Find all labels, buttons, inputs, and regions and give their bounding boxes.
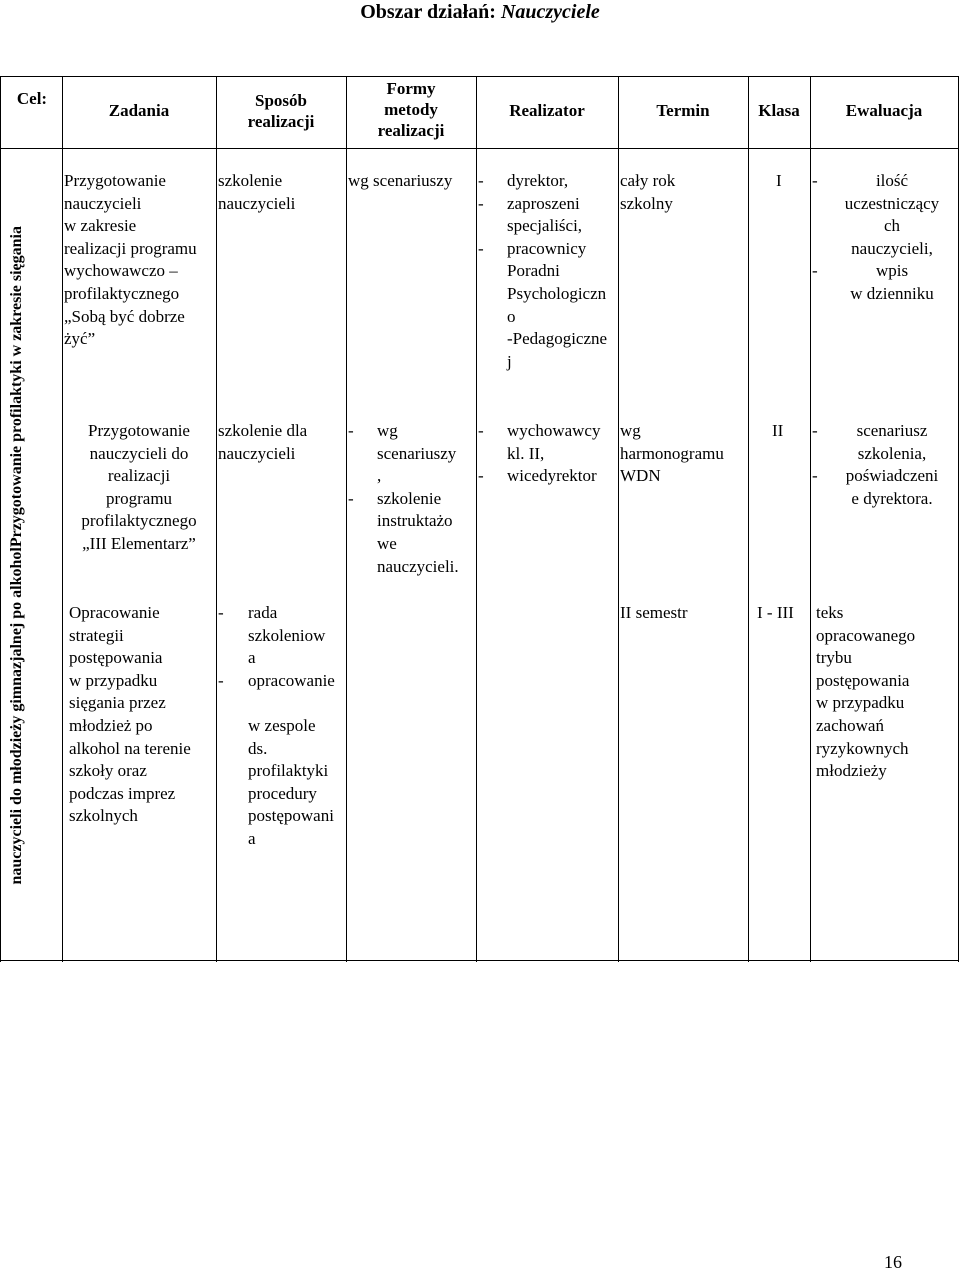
row3-klasa: I - III xyxy=(757,603,794,622)
row1-sposob xyxy=(218,170,295,215)
grid-line xyxy=(0,960,959,961)
text-line: żyć” xyxy=(64,329,96,349)
text-line: sięgania przez xyxy=(69,693,166,713)
header-formy-line: Formy xyxy=(386,79,436,98)
text-line: szkolenie xyxy=(377,488,442,508)
text-line: realizacji xyxy=(107,466,171,486)
grid-line xyxy=(216,76,217,962)
text-line: scenariuszy xyxy=(377,443,457,463)
header-zadania: Zadania xyxy=(108,101,170,120)
text-line: Psychologiczn xyxy=(507,283,607,303)
text-line: wg xyxy=(377,421,398,440)
text-line: w przypadku xyxy=(816,693,905,713)
cel-vertical-text xyxy=(2,150,32,960)
header-realizator: Realizator xyxy=(509,101,585,120)
text-line: e dyrektora. xyxy=(851,488,933,508)
row2-realizator xyxy=(507,420,600,488)
text-line: szkolenie dla xyxy=(218,421,308,440)
row2-klasa: II xyxy=(772,421,784,440)
row1-realizator xyxy=(507,170,607,373)
text-line: j xyxy=(507,351,512,371)
text-line: specjaliści, xyxy=(507,216,583,236)
header-sposob-line: realizacji xyxy=(247,112,315,131)
text-line: instruktażo xyxy=(377,511,453,531)
row3-ewaluacja xyxy=(816,602,915,783)
text-line: nauczycieli xyxy=(218,443,296,463)
text-line: wg xyxy=(620,421,641,440)
row3-zadania xyxy=(69,602,191,828)
text-line: scenariusz xyxy=(856,421,928,440)
header-ewaluacja: Ewaluacja xyxy=(845,101,923,120)
text-line: o xyxy=(507,306,516,326)
header-klasa: Klasa xyxy=(758,101,800,120)
list-dash: - xyxy=(812,421,818,440)
text-line: „Sobą być dobrze xyxy=(64,306,185,326)
header-formy-line: metody xyxy=(384,100,438,119)
text-line: w zespole xyxy=(248,715,316,735)
list-dash: - xyxy=(478,171,484,190)
text-line: -Pedagogiczne xyxy=(507,329,608,349)
page-title-sub: Nauczyciele xyxy=(500,1,600,23)
text-line: teks xyxy=(816,603,844,622)
text-line: pracownicy xyxy=(507,238,587,258)
header-termin: Termin xyxy=(656,101,710,120)
text-line: w zakresie xyxy=(64,216,137,236)
text-line: poświadczeni xyxy=(845,466,939,486)
header-cel: Cel: xyxy=(16,89,48,108)
text-line: wg scenariuszy xyxy=(348,171,453,190)
text-line: młodzież po xyxy=(69,715,153,735)
grid-line xyxy=(748,76,749,962)
text-line: uczestniczący xyxy=(844,193,940,213)
text-line: postępowania xyxy=(816,670,910,690)
text-line: wychowawczo – xyxy=(64,261,178,281)
text-line: szkolnych xyxy=(69,806,138,826)
text-line: wpis xyxy=(875,261,909,281)
text-line: w przypadku xyxy=(69,670,158,690)
row3-termin xyxy=(620,602,688,625)
text-line: szkoleniow xyxy=(248,625,326,645)
text-line: ds. xyxy=(248,738,268,758)
text-line: ch xyxy=(883,216,901,236)
text-line: Przygotowanie xyxy=(64,171,166,190)
text-line: opracowanie xyxy=(248,670,335,690)
grid-line xyxy=(346,76,347,962)
list-dash: - xyxy=(348,421,354,440)
text-line: profilaktycznego xyxy=(64,283,180,303)
list-dash: - xyxy=(812,261,818,281)
text-line xyxy=(248,692,335,715)
text-line: programu xyxy=(105,488,173,508)
list-dash: - xyxy=(812,466,818,486)
text-line: a xyxy=(248,648,256,668)
row2-ewaluacja xyxy=(826,420,958,510)
page-number: 16 xyxy=(884,1252,902,1272)
text-line: cały rok xyxy=(620,171,676,190)
text-line: Opracowanie xyxy=(69,603,160,622)
text-line: realizacji programu xyxy=(64,238,197,258)
text-line: nauczycieli xyxy=(218,193,296,213)
grid-line xyxy=(476,76,477,962)
text-line: a xyxy=(248,828,256,848)
row1-zadania xyxy=(64,170,197,351)
text-line: nauczycieli. xyxy=(377,556,459,576)
list-dash: - xyxy=(218,670,224,690)
header-sposob-line: Sposób xyxy=(255,91,307,110)
list-dash: - xyxy=(478,238,484,258)
text-line: strategii xyxy=(69,625,124,645)
text-line: , xyxy=(377,466,382,486)
text-line: procedury xyxy=(248,783,317,803)
text-line: zaproszeni xyxy=(507,193,580,213)
row3-sposob xyxy=(248,602,335,851)
page-title xyxy=(0,0,960,24)
cel-text: nauczycieli do młodzieży gimnazjalnej po alkoholPrzygotowanie profilaktyki w zakresie sięgania xyxy=(8,225,25,885)
grid-line xyxy=(0,76,1,962)
list-dash: - xyxy=(348,488,354,508)
text-line: II semestr xyxy=(620,603,688,622)
text-line: Poradni xyxy=(507,261,560,281)
text-line: ryzykownych xyxy=(816,738,909,758)
text-line: młodzieży xyxy=(816,761,887,781)
text-line: nauczycieli do xyxy=(89,443,189,463)
text-line: dyrektor, xyxy=(507,171,569,190)
text-line: alkohol na terenie xyxy=(69,738,191,758)
row1-termin xyxy=(620,170,675,215)
text-line: szkolenia, xyxy=(857,443,927,463)
text-line: Przygotowanie xyxy=(88,421,190,440)
text-line: nauczycieli xyxy=(64,193,142,213)
list-dash: - xyxy=(218,603,224,622)
list-dash: - xyxy=(478,421,484,440)
grid-line xyxy=(958,76,959,962)
text-line: trybu xyxy=(816,648,852,668)
list-dash: - xyxy=(812,171,818,190)
grid-line xyxy=(0,148,959,149)
text-line: profilaktycznego xyxy=(81,511,197,531)
text-line: harmonogramu xyxy=(620,443,724,463)
text-line: we xyxy=(377,533,397,553)
grid-line xyxy=(810,76,811,962)
row2-formy xyxy=(377,420,459,578)
text-line: w dzienniku xyxy=(850,283,934,303)
grid-line xyxy=(0,76,959,77)
text-line: postępowania xyxy=(69,648,163,668)
text-line: „III Elementarz” xyxy=(82,533,196,553)
text-line: szkolenie xyxy=(218,171,283,190)
text-line: kl. II, xyxy=(507,443,545,463)
text-line: szkolny xyxy=(620,193,673,213)
text-line: podczas imprez xyxy=(69,783,176,803)
row2-sposob xyxy=(218,420,307,465)
text-line: ilość xyxy=(875,171,909,190)
list-dash: - xyxy=(478,193,484,213)
text-line: wychowawcy xyxy=(507,421,601,440)
text-line: profilaktyki xyxy=(248,761,329,781)
header-sposob xyxy=(216,90,346,132)
text-line: zachowań xyxy=(816,715,884,735)
text-line: postępowani xyxy=(248,806,334,826)
text-line: opracowanego xyxy=(816,625,916,645)
row1-ewaluacja xyxy=(826,170,958,306)
page-title-main: Obszar działań: xyxy=(360,1,496,23)
text-line: wicedyrektor xyxy=(507,466,597,486)
grid-line xyxy=(618,76,619,962)
row1-klasa: I xyxy=(776,171,782,190)
row2-termin xyxy=(620,420,724,488)
text-line: szkoły oraz xyxy=(69,761,147,781)
header-formy-line: realizacji xyxy=(377,121,445,140)
list-dash: - xyxy=(478,466,484,486)
text-line: WDN xyxy=(620,466,661,486)
row2-zadania xyxy=(62,420,216,556)
text-line: nauczycieli, xyxy=(851,238,933,258)
row1-formy xyxy=(348,170,452,193)
header-formy xyxy=(346,78,476,141)
text-line: rada xyxy=(248,603,278,622)
